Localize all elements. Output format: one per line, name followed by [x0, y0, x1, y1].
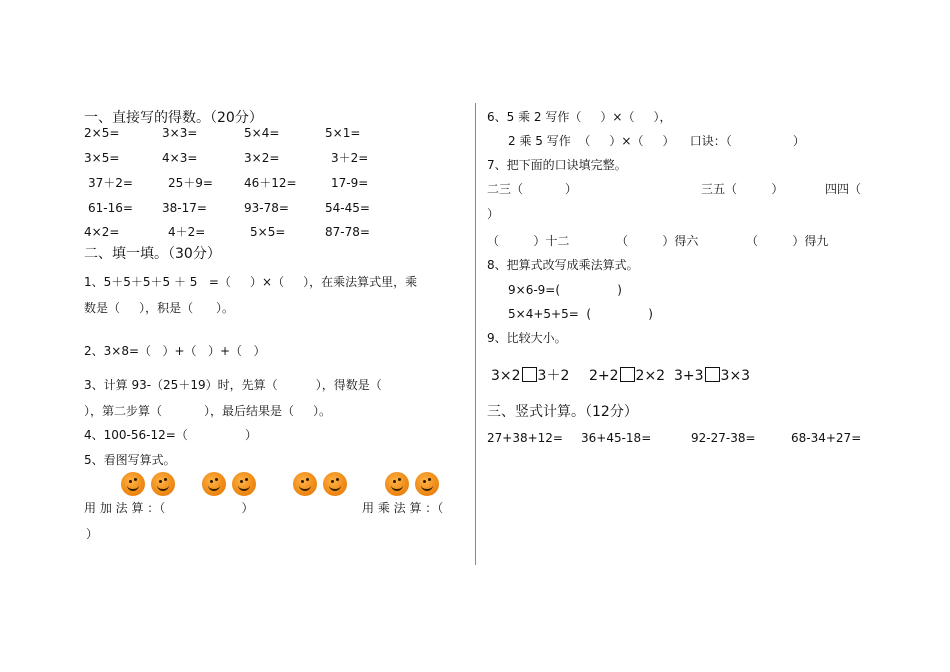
oral-item: 2×5= [84, 126, 120, 140]
oral-item: 3×5= [84, 151, 120, 165]
smiley-face-icon [202, 472, 226, 496]
oral-item: 3×3= [162, 126, 198, 140]
compare-item: 3+3 3×3 [674, 368, 751, 384]
smiley-face-icon [323, 472, 347, 496]
oral-item: 4＋2= [168, 225, 206, 239]
question-3-line-2: ），第二步算（ ），最后结果是（ ）。 [84, 404, 332, 418]
oral-item: 5×5= [250, 225, 286, 239]
oral-item: 54-45= [325, 201, 370, 215]
question-8-item: 5×4+5+5= ( ) [508, 307, 653, 321]
question-4: 4、100-56-12=（ ） [84, 428, 258, 442]
smiley-face-icon [232, 472, 256, 496]
question-5-addition: 用 加 法 算 ：（ ） [84, 501, 254, 515]
compare-item: 3×2 3＋2 [491, 368, 570, 384]
question-5-multiplication: 用 乘 法 算 ：（ [362, 501, 444, 515]
rhyme-item: （ ）十二 [487, 234, 570, 248]
oral-item: 17-9= [331, 176, 369, 190]
question-3-line-1: 3、计算 93-（25＋19）时，先算（ ），得数是（ [84, 378, 382, 392]
oral-item: 87-78= [325, 225, 370, 239]
oral-item: 4×2= [84, 225, 120, 239]
oral-item: 3＋2= [331, 151, 369, 165]
smiley-face-icon [385, 472, 409, 496]
section-2-title: 二、填一填。（30分） [84, 246, 221, 262]
question-2: 2、3×8=（ ）+（ ）+（ ） [84, 344, 266, 358]
oral-item: 46＋12= [244, 176, 297, 190]
question-1-line-2: 数是（ ），积是（ ）。 [84, 301, 234, 315]
smiley-face-icon [121, 472, 145, 496]
vertical-calc-item: 27+38+12= [487, 431, 563, 445]
rhyme-item-close: ） [487, 207, 500, 221]
vertical-calc-item: 92-27-38= [691, 431, 756, 445]
oral-item: 5×1= [325, 126, 361, 140]
vertical-calc-item: 68-34+27= [791, 431, 862, 445]
compare-item: 2+2 2×2 [589, 368, 666, 384]
rhyme-item: （ ）得九 [746, 234, 829, 248]
rhyme-item: 四四（ [825, 182, 862, 196]
question-6-line-1: 6、5 乘 2 写作（ ）×（ ）， [487, 110, 672, 124]
rhyme-item: 三五（ ） [701, 182, 784, 196]
question-8: 8、把算式改写成乘法算式。 [487, 258, 639, 272]
smiley-face-icon [415, 472, 439, 496]
compare-box[interactable] [522, 367, 537, 382]
oral-item: 61-16= [88, 201, 133, 215]
oral-item: 3×2= [244, 151, 280, 165]
smiley-face-icon [293, 472, 317, 496]
oral-item: 38-17= [162, 201, 207, 215]
rhyme-item: 二三（ ） [487, 182, 577, 196]
column-divider [475, 103, 476, 565]
compare-box[interactable] [620, 367, 635, 382]
question-6-line-2: 2 乘 5 写作 （ ）×（ ） 口诀：（ ） [508, 134, 805, 148]
question-7: 7、把下面的口诀填完整。 [487, 158, 627, 172]
rhyme-item: （ ）得六 [616, 234, 699, 248]
oral-item: 5×4= [244, 126, 280, 140]
vertical-calc-item: 36+45-18= [581, 431, 652, 445]
question-5: 5、看图写算式。 [84, 453, 176, 467]
oral-item: 37＋2= [88, 176, 133, 190]
question-9: 9、比较大小。 [487, 331, 567, 345]
question-5-close: ） [86, 527, 99, 541]
section-3-title: 三、竖式计算。（12分） [487, 404, 638, 420]
oral-item: 25＋9= [168, 176, 213, 190]
smiley-face-icon [151, 472, 175, 496]
question-1-line-1: 1、5＋5＋5＋5 ＋ 5 =（ ）×（ ），在乘法算式里，乘 [84, 275, 418, 289]
question-8-item: 9×6-9=( ) [508, 283, 622, 297]
section-1-title: 一、直接写的得数。（20分） [84, 110, 263, 126]
compare-box[interactable] [705, 367, 720, 382]
oral-item: 4×3= [162, 151, 198, 165]
oral-item: 93-78= [244, 201, 289, 215]
